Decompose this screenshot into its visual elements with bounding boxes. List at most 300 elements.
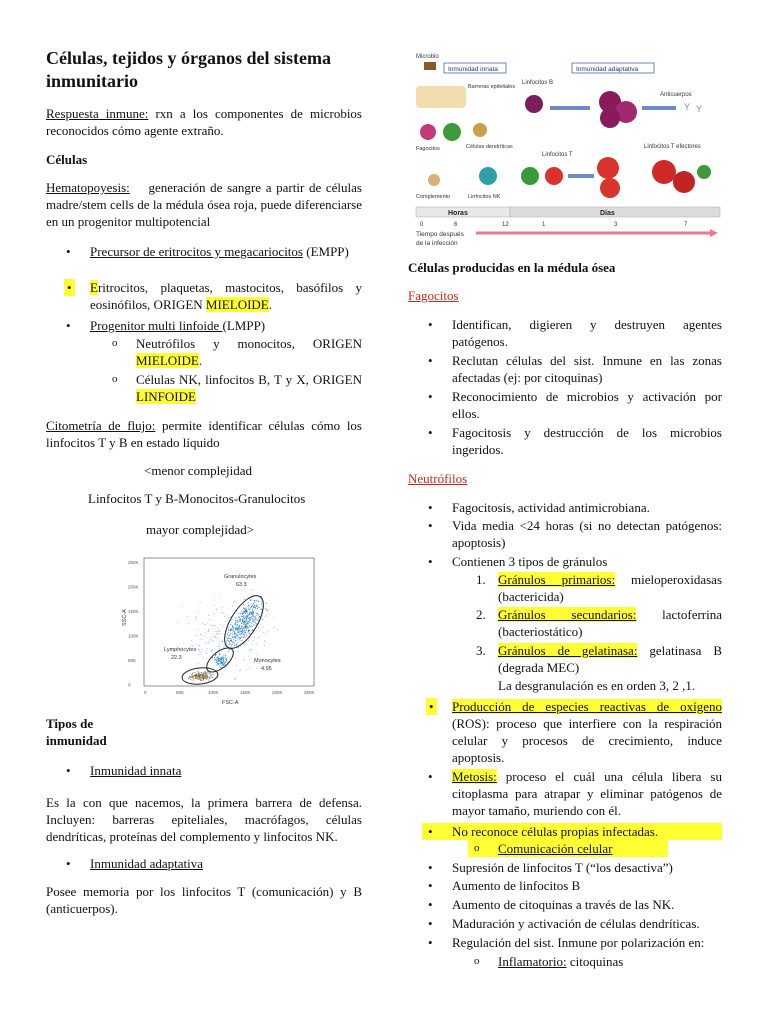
ros-label: Producción de especies reactivas de oxígeno (452, 699, 722, 714)
bullet-dot: • (66, 763, 71, 778)
event-dot (223, 647, 224, 648)
event-dot (223, 657, 224, 658)
event-dot (255, 623, 256, 624)
event-dot (248, 626, 249, 627)
event-dot (252, 613, 253, 614)
event-dot (249, 613, 250, 614)
event-dot (206, 658, 207, 659)
event-dot (207, 648, 208, 649)
event-dot (250, 651, 251, 652)
granulo-secundario-text: lactoferrina (bacteriostático) (498, 607, 723, 639)
degranulacion: La desgranulación es en orden 3, 2 ,1. (498, 678, 696, 693)
event-dot (221, 612, 222, 613)
bullet-empp-rest: (EMPP) (302, 244, 349, 259)
event-dot (225, 655, 226, 656)
event-dot (239, 629, 240, 630)
event-dot (237, 624, 238, 625)
comunicacion-label: Comunicación celular (498, 841, 613, 856)
event-dot (200, 673, 201, 674)
bullet-dot: • (66, 318, 71, 333)
event-dot (198, 674, 199, 675)
event-dot (195, 672, 196, 673)
event-dot (266, 603, 267, 604)
event-dot (193, 680, 194, 681)
event-dot (215, 655, 216, 656)
event-dot (237, 631, 238, 632)
event-dot (205, 672, 206, 673)
bullet-dot: • (428, 769, 433, 784)
event-dot (254, 619, 255, 620)
event-dot (238, 627, 239, 628)
event-dot (196, 644, 197, 645)
event-dot (248, 609, 249, 610)
event-dot (242, 619, 243, 620)
event-dot (242, 621, 243, 622)
event-dot (209, 677, 210, 678)
event-dot (239, 640, 240, 641)
event-dot (243, 634, 244, 635)
sub-bullet-circle: o (112, 337, 118, 349)
sub-bullet-nk (136, 371, 362, 405)
event-dot (249, 617, 250, 618)
event-dot (214, 605, 215, 606)
event-dot (231, 624, 232, 625)
event-dot (243, 637, 244, 638)
phagocyte-icon (420, 124, 436, 140)
event-dot (245, 617, 246, 618)
event-dot (233, 643, 234, 644)
event-dot (201, 672, 202, 673)
event-dot (254, 600, 255, 601)
microbe-icon (424, 62, 436, 70)
event-dot (196, 678, 197, 679)
event-dot (256, 619, 257, 620)
event-dot (243, 620, 244, 621)
event-dot (226, 637, 227, 638)
event-dot (245, 628, 246, 629)
event-dot (242, 616, 243, 617)
event-dot (195, 635, 196, 636)
event-dot (246, 618, 247, 619)
metosis-text: proceso el cuál una célula libera su citoplasma para atrapar y eliminar patógenos de mayor tamaño, muriendo con él. (452, 769, 722, 818)
event-dot (227, 639, 228, 640)
t-cell-icon (545, 167, 563, 185)
bullet-dot: • (428, 860, 433, 875)
event-dot (236, 678, 237, 679)
event-dot (196, 675, 197, 676)
event-dot (245, 632, 246, 633)
event-dot (203, 679, 204, 680)
event-dot (203, 623, 204, 624)
innata-label-text: Inmunidad innata (90, 763, 182, 778)
event-dot (194, 678, 195, 679)
event-dot (228, 645, 229, 646)
event-dot (246, 630, 247, 631)
event-dot (209, 630, 210, 631)
sub-bullet-circle: o (474, 842, 480, 854)
event-dot (250, 649, 251, 650)
adaptativa-title: Inmunidad adaptativa (576, 66, 639, 73)
event-dot (244, 599, 245, 600)
event-dot (226, 658, 227, 659)
event-dot (235, 658, 236, 659)
event-dot (223, 659, 224, 660)
event-dot (206, 673, 207, 674)
event-dot (257, 654, 258, 655)
event-dot (226, 659, 227, 660)
event-dot (255, 608, 256, 609)
event-dot (240, 614, 241, 615)
event-dot (238, 637, 239, 638)
event-dot (233, 642, 234, 643)
event-dot (246, 621, 247, 622)
event-dot (196, 618, 197, 619)
nk-cell-icon (479, 167, 497, 185)
event-dot (209, 619, 210, 620)
event-dot (198, 663, 199, 664)
event-dot (236, 645, 237, 646)
event-dot (256, 606, 257, 607)
event-dot (246, 626, 247, 627)
event-dot (239, 631, 240, 632)
event-dot (258, 627, 259, 628)
bullet-dot: • (428, 389, 433, 404)
event-dot (204, 632, 205, 633)
event-dot (235, 632, 236, 633)
event-dot (220, 631, 221, 632)
effector-t-cell-icon (600, 178, 620, 198)
event-dot (251, 589, 252, 590)
event-dot (190, 679, 191, 680)
time-arrow-head (710, 229, 718, 237)
event-dot (244, 624, 245, 625)
event-dot (207, 677, 208, 678)
event-dot (244, 619, 245, 620)
event-dot (228, 632, 229, 633)
event-dot (200, 639, 201, 640)
event-dot (205, 677, 206, 678)
event-dot (266, 615, 267, 616)
event-dot (252, 605, 253, 606)
event-dot (223, 646, 224, 647)
event-dot (252, 611, 253, 612)
event-dot (249, 628, 250, 629)
event-dot (228, 640, 229, 641)
tiempo-label-1: Tiempo después (416, 231, 464, 238)
event-dot (224, 663, 225, 664)
event-dot (199, 673, 200, 674)
event-dot (240, 612, 241, 613)
antibody-icon: Y (684, 102, 691, 112)
event-dot (273, 617, 274, 618)
event-dot (258, 619, 259, 620)
event-dot (230, 647, 231, 648)
event-dot (241, 631, 242, 632)
microbio-label: Microbio (416, 54, 439, 60)
event-dot (256, 668, 257, 669)
event-dot (241, 633, 242, 634)
event-dot (215, 659, 216, 660)
event-dot (258, 601, 259, 602)
event-dot (248, 623, 249, 624)
dendriticas-label: Células dendríticas (466, 144, 513, 150)
granulo-primario-label: Gránulos primarios: (498, 572, 616, 587)
y-tick-label: 50K (128, 658, 137, 663)
event-dot (238, 652, 239, 653)
barreras-label: Barreras epiteliales (468, 84, 516, 90)
event-dot (203, 657, 204, 658)
event-dot (245, 619, 246, 620)
event-dot (228, 665, 229, 666)
bullet-dot: • (428, 916, 433, 931)
granulo-secundario-label: Gránulos secundarios: (498, 607, 637, 622)
event-dot (252, 620, 253, 621)
neu-item-2: Vida media <24 horas (si no detectan patógenos: apoptosis) (452, 518, 722, 550)
y-tick-label: 100K (128, 633, 139, 639)
granulo-primario (498, 571, 722, 605)
event-dot (260, 609, 261, 610)
event-dot (222, 607, 223, 608)
event-dot (214, 595, 215, 596)
event-dot (251, 631, 252, 632)
granulo-primario-text: mieloperoxidasas (bactericida) (498, 572, 722, 604)
event-dot (250, 617, 251, 618)
event-dot (215, 654, 216, 655)
event-dot (250, 626, 251, 627)
event-dot (217, 659, 218, 660)
event-dot (255, 616, 256, 617)
event-dot (219, 654, 220, 655)
event-dot (199, 679, 200, 680)
event-dot (248, 633, 249, 634)
tail-item-2: Aumento de linfocitos B (452, 878, 581, 893)
event-dot (222, 641, 223, 642)
event-dot (223, 625, 224, 626)
event-dot (207, 678, 208, 679)
event-dot (216, 631, 217, 632)
event-dot (194, 675, 195, 676)
bullet-eritrocitos-highlight: MIELOIDE (205, 297, 269, 312)
event-dot (204, 624, 205, 625)
event-dot (245, 636, 246, 637)
event-dot (222, 674, 223, 675)
event-dot (203, 680, 204, 681)
event-dot (221, 665, 222, 666)
event-dot (199, 645, 200, 646)
event-dot (233, 639, 234, 640)
event-dot (240, 601, 241, 602)
event-dot (208, 673, 209, 674)
event-dot (234, 641, 235, 642)
bullet-dot: • (66, 856, 71, 871)
dias-label: Días (600, 210, 615, 217)
time-tick-label: 12 (502, 222, 509, 228)
event-dot (248, 622, 249, 623)
event-dot (204, 675, 205, 676)
time-tick-label: 1 (542, 222, 546, 228)
event-dot (235, 623, 236, 624)
tiempo-label-2: de la infección (416, 240, 458, 247)
inflamatorio-label: Inflamatorio: (498, 954, 567, 969)
event-dot (244, 643, 245, 644)
event-dot (192, 673, 193, 674)
complement-icon (428, 174, 440, 186)
bullet-dot: • (428, 554, 433, 569)
event-dot (242, 629, 243, 630)
event-dot (229, 649, 230, 650)
event-dot (226, 666, 227, 667)
phagocyte-icon (443, 123, 461, 141)
adapt-label (90, 855, 203, 872)
event-dot (202, 675, 203, 676)
event-dot (220, 624, 221, 625)
event-dot (236, 627, 237, 628)
comunicacion-item (498, 840, 612, 857)
event-dot (247, 635, 248, 636)
event-dot (244, 621, 245, 622)
event-dot (228, 630, 229, 631)
respuesta-label: Respuesta inmune: (46, 106, 149, 121)
event-dot (198, 677, 199, 678)
event-dot (206, 643, 207, 644)
y-tick-label: 0 (128, 682, 131, 688)
event-dot (197, 671, 198, 672)
x-tick-label: 200K (272, 690, 283, 695)
event-dot (259, 616, 260, 617)
event-dot (232, 636, 233, 637)
event-dot (190, 678, 191, 679)
event-dot (237, 635, 238, 636)
event-dot (244, 616, 245, 617)
bullet-dot: • (428, 317, 433, 332)
event-dot (234, 642, 235, 643)
granulocytes-pct: 63.3 (236, 582, 247, 588)
event-dot (232, 628, 233, 629)
event-dot (264, 640, 265, 641)
immune-response-figure (414, 52, 722, 250)
bullet-lmpp-underlined: Progenitor multi linfoide (90, 318, 223, 333)
event-dot (231, 645, 232, 646)
menor-complejidad: <menor complejidad (144, 463, 253, 478)
event-dot (217, 631, 218, 632)
celulas-heading: Células (46, 152, 88, 167)
event-dot (248, 605, 249, 606)
event-dot (198, 672, 199, 673)
citometria-paragraph (46, 417, 362, 451)
event-dot (240, 628, 241, 629)
event-dot (218, 660, 219, 661)
event-dot (250, 658, 251, 659)
event-dot (215, 636, 216, 637)
event-dot (237, 621, 238, 622)
event-dot (230, 658, 231, 659)
event-dot (197, 635, 198, 636)
ros-item (452, 698, 722, 766)
event-dot (232, 647, 233, 648)
event-dot (204, 678, 205, 679)
event-dot (197, 629, 198, 630)
event-dot (246, 612, 247, 613)
bullet-dot: • (66, 244, 71, 259)
event-dot (204, 636, 205, 637)
event-dot (221, 663, 222, 664)
tail-item-1: Supresión de linfocitos T (“los desactiva”) (452, 860, 673, 875)
x-axis-label: FSC-A (222, 700, 239, 706)
event-dot (200, 674, 201, 675)
event-dot (234, 634, 235, 635)
fagocitos-label: Fagocitos (416, 146, 440, 152)
num-2: 2. (476, 607, 486, 622)
event-dot (265, 633, 266, 634)
event-dot (204, 672, 205, 673)
event-dot (246, 618, 247, 619)
event-dot (239, 617, 240, 618)
event-dot (253, 603, 254, 604)
event-dot (248, 614, 249, 615)
citometria-label: Citometría de flujo: (46, 418, 156, 433)
event-dot (242, 640, 243, 641)
event-dot (252, 629, 253, 630)
event-dot (236, 665, 237, 666)
event-dot (200, 634, 201, 635)
event-dot (230, 640, 231, 641)
event-dot (256, 600, 257, 601)
time-tick-label: 7 (684, 222, 688, 228)
event-dot (261, 605, 262, 606)
event-dot (207, 677, 208, 678)
event-dot (242, 613, 243, 614)
event-dot (217, 627, 218, 628)
event-dot (234, 679, 235, 680)
event-dot (230, 641, 231, 642)
event-dot (215, 636, 216, 637)
event-dot (236, 628, 237, 629)
event-dot (207, 676, 208, 677)
event-dot (252, 618, 253, 619)
event-dot (248, 603, 249, 604)
event-dot (199, 678, 200, 679)
flow-cytometry-plot (114, 552, 324, 710)
event-dot (217, 646, 218, 647)
event-dot (225, 658, 226, 659)
event-dot (243, 615, 244, 616)
monocytes-pct: 4.95 (261, 666, 272, 672)
event-dot (189, 677, 190, 678)
event-dot (199, 648, 200, 649)
event-dot (214, 657, 215, 658)
event-dot (261, 625, 262, 626)
event-dot (234, 624, 235, 625)
event-dot (243, 604, 244, 605)
event-dot (228, 636, 229, 637)
event-dot (265, 616, 266, 617)
event-dot (216, 665, 217, 666)
event-dot (201, 654, 202, 655)
event-dot (244, 623, 245, 624)
event-dot (232, 629, 233, 630)
event-dot (223, 665, 224, 666)
event-dot (211, 676, 212, 677)
anticuerpos-label: Anticuerpos (660, 92, 692, 98)
event-dot (228, 627, 229, 628)
event-dot (243, 608, 244, 609)
event-dot (242, 632, 243, 633)
event-dot (220, 661, 221, 662)
event-dot (220, 597, 221, 598)
event-dot (249, 622, 250, 623)
event-dot (209, 680, 210, 681)
event-dot (211, 639, 212, 640)
